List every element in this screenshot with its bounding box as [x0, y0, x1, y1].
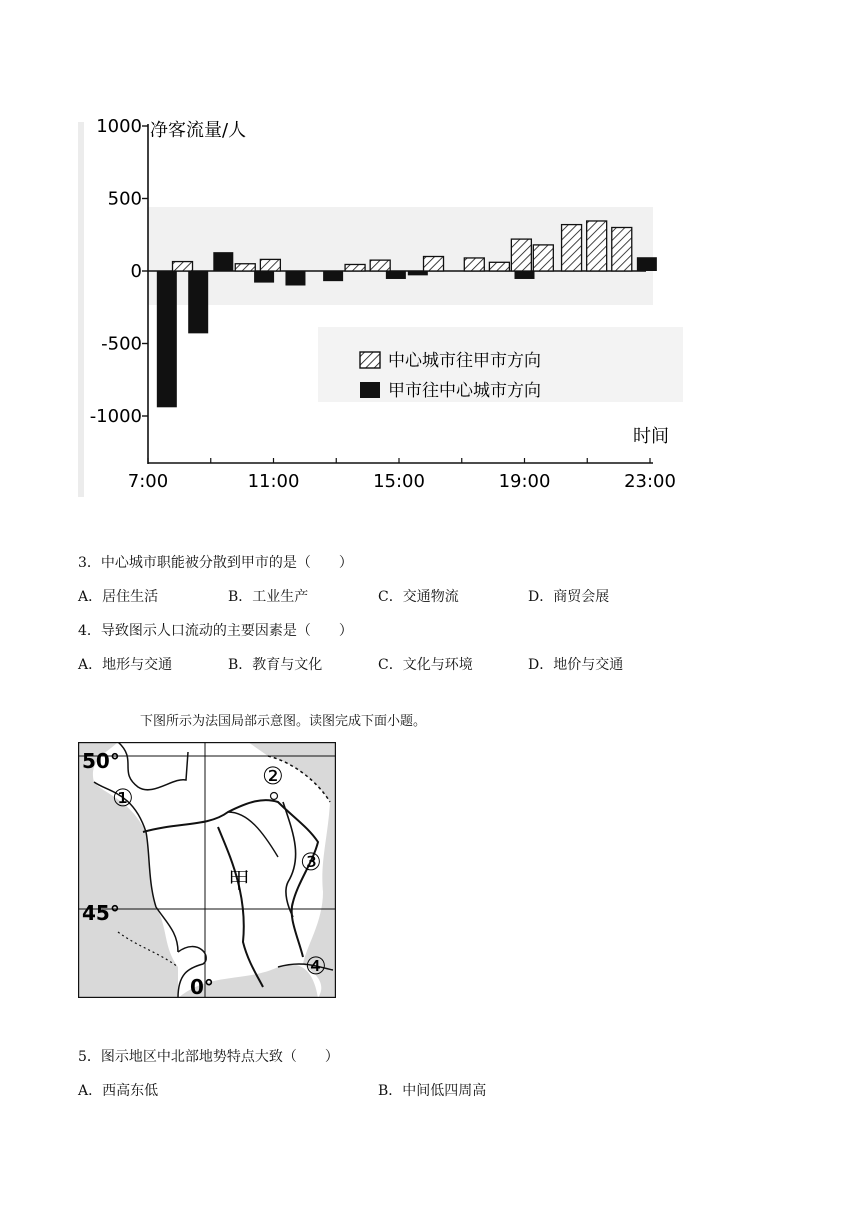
france-map [78, 742, 336, 998]
q3-option-c[interactable]: C．交通物流 [378, 589, 459, 605]
mark-2: ② [262, 762, 284, 790]
q3-option-b[interactable]: B．工业生产 [228, 589, 309, 605]
y-tick-label: 500 [107, 188, 142, 210]
q5-option-a[interactable]: A．西高东低 [78, 1083, 159, 1099]
bar-center-to-jia-4 [370, 260, 390, 271]
q4-option-d[interactable]: D．地价与交通 [528, 657, 624, 673]
mark-1: ① [112, 784, 134, 812]
x-tick-label: 19:00 [498, 471, 551, 492]
lon-label-0: 0° [190, 975, 214, 998]
bar-jia-to-center-9 [637, 257, 657, 271]
bar-jia-to-center-1 [188, 271, 208, 333]
lat-label-45: 45° [82, 901, 120, 925]
bar-jia-to-center-5 [323, 271, 343, 281]
q3-option-d[interactable]: D．商贸会展 [528, 589, 610, 605]
bar-center-to-jia-12 [612, 228, 632, 272]
x-tick-label: 23:00 [624, 471, 676, 492]
bar-center-to-jia-8 [511, 239, 531, 271]
bar-center-to-jia-1 [235, 264, 255, 271]
mark-3: ③ [300, 848, 322, 876]
q4-option-a[interactable]: A．地形与交通 [78, 657, 173, 673]
y-tick-label: -1000 [89, 406, 142, 427]
question-3: 3．中心城市职能被分散到甲市的是（ ） [78, 555, 353, 571]
legend-swatch-hatch [360, 352, 380, 368]
q4-option-c[interactable]: C．文化与环境 [378, 657, 473, 673]
bar-jia-to-center-4 [285, 271, 305, 286]
bar-center-to-jia-3 [345, 264, 365, 271]
bar-jia-to-center-3 [254, 271, 274, 283]
y-axis-label: 净客流量/人 [150, 120, 247, 141]
x-axis-label: 时间 [633, 426, 669, 447]
bar-center-to-jia-9 [533, 245, 553, 271]
map-intro: 下图所示为法国局部示意图。读图完成下面小题。 [140, 714, 427, 729]
question-5: 5．图示地区中北部地势特点大致（ ） [78, 1049, 339, 1065]
bar-jia-to-center-8 [515, 271, 535, 279]
bar-center-to-jia-10 [562, 225, 582, 271]
bar-center-to-jia-6 [464, 258, 484, 271]
bar-jia-to-center-2 [213, 252, 233, 271]
mark-4: ④ [305, 952, 327, 980]
bar-center-to-jia-7 [489, 262, 509, 271]
bar-center-to-jia-2 [260, 259, 280, 271]
legend-label-hatch: 中心城市往甲市方向 [388, 351, 541, 371]
bar-jia-to-center-6 [386, 271, 406, 279]
bar-center-to-jia-5 [424, 257, 444, 272]
bar-center-to-jia-0 [173, 262, 193, 271]
x-tick-label: 7:00 [127, 471, 169, 492]
legend-swatch-solid [360, 382, 380, 398]
legend-label-solid: 甲市往中心城市方向 [388, 381, 541, 401]
passenger-flow-chart [78, 112, 688, 502]
bar-jia-to-center-7 [408, 271, 428, 275]
y-tick-label: 0 [130, 261, 142, 282]
x-tick-label: 15:00 [373, 471, 425, 492]
question-4: 4．导致图示人口流动的主要因素是（ ） [78, 623, 353, 639]
bar-jia-to-center-0 [157, 271, 177, 407]
region-label-jia: 甲 [228, 869, 251, 894]
q3-option-a[interactable]: A．居住生活 [78, 589, 159, 605]
q4-option-b[interactable]: B．教育与文化 [228, 657, 323, 673]
y-tick-label: 1000 [96, 116, 142, 137]
bar-center-to-jia-11 [587, 221, 607, 271]
y-tick-label: -500 [101, 333, 142, 355]
x-tick-label: 11:00 [247, 471, 300, 492]
q5-option-b[interactable]: B．中间低四周高 [378, 1083, 487, 1099]
lat-label-50: 50° [82, 749, 120, 773]
